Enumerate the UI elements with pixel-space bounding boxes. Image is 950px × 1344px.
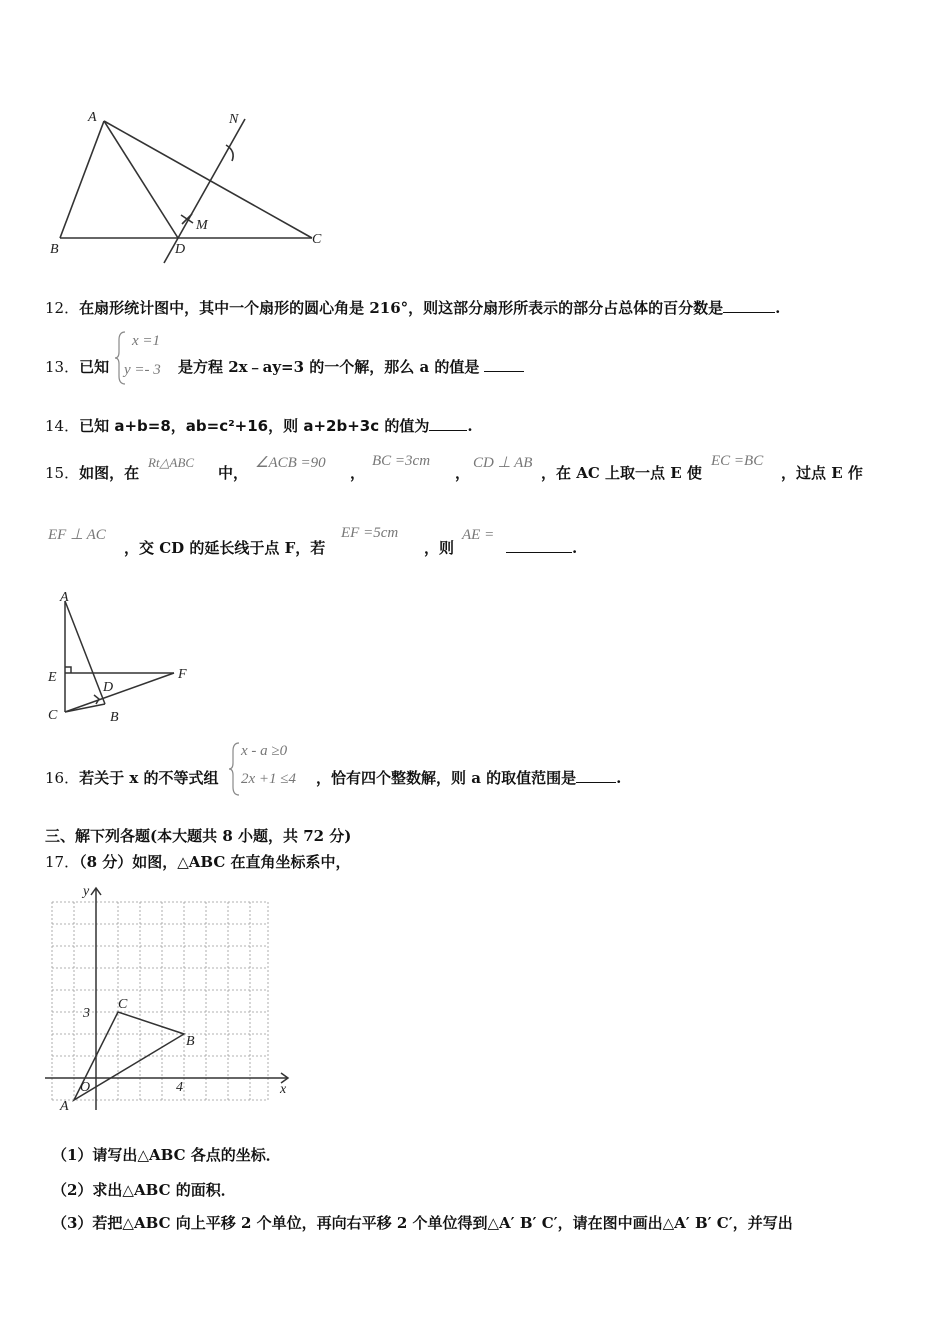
q16-text-1: 若关于 x 的不等式组 — [79, 769, 219, 787]
figure-triangle-perpendicular-bisector — [40, 105, 340, 270]
q17-text: （8 分）如图，△ABC 在直角坐标系中， — [79, 853, 351, 871]
fig17-x-label: x — [280, 1082, 287, 1097]
q15-period: . — [572, 539, 578, 557]
q16-start — [45, 768, 218, 788]
q15-number: 15． — [45, 464, 80, 482]
figure-coordinate-grid — [40, 880, 300, 1115]
fig11-label-m: M — [196, 218, 208, 233]
q15-math-ec-bc: EC =BC — [711, 453, 764, 469]
section-3-title: 三、解下列各题(本大题共 8 小题，共 72 分) — [45, 827, 352, 845]
q14-pre: 已知 — [79, 417, 115, 435]
q15-text-1: 如图，在 — [79, 464, 140, 482]
q15-text-5: ，在 AC 上取一点 E 使 — [541, 464, 702, 482]
q15-math-cd-perp-ab: CD ⊥ AB — [473, 455, 533, 471]
q16-answer-blank[interactable] — [576, 768, 616, 783]
fig15-label-f: F — [178, 667, 187, 682]
q16-text-2: ，恰有四个整数解，则 a 的取值范围是 — [316, 769, 577, 787]
q12-number: 12． — [45, 299, 80, 317]
q15-math-bc: BC =3cm — [372, 453, 431, 469]
fig15-label-a: A — [60, 590, 69, 605]
q15-text-7: ，交 CD 的延长线于点 F，若 — [124, 539, 326, 557]
q17-part-3: （3）若把△ABC 向上平移 2 个单位，再向右平移 2 个单位得到△A′ B′ C′，请在图中画出△A′ B′ C′，并写出 — [52, 1214, 793, 1232]
q15-math-ae: AE = — [462, 527, 495, 543]
q16-inequality-1: x - a ≥0 — [241, 743, 288, 759]
q14-answer-blank[interactable] — [429, 416, 467, 431]
q14-post: 的值为 — [379, 417, 430, 435]
question-16 — [316, 768, 621, 788]
q15-math-rt-abc: Rt△ABC — [148, 455, 195, 470]
q12-period: . — [775, 299, 781, 317]
q15-text-2: 中， — [218, 464, 249, 482]
fig15-label-d: D — [103, 680, 114, 695]
fig17-origin-label: O — [80, 1080, 91, 1095]
fig11-label-n: N — [229, 112, 239, 127]
q13-number: 13． — [45, 358, 80, 376]
q14-mid: ，则 — [268, 417, 304, 435]
q16-period: . — [616, 769, 622, 787]
q15-math-ef-perp-ac: EF ⊥ AC — [48, 527, 106, 543]
q15-text-3: ， — [350, 464, 366, 482]
q13-equation-1: x =1 — [132, 333, 161, 349]
q14-period: . — [467, 417, 473, 435]
fig17-tick-y: 3 — [83, 1006, 90, 1021]
q15-answer — [506, 538, 577, 558]
fig15-label-b: B — [110, 710, 119, 725]
q15-math-ef-5cm: EF =5cm — [341, 525, 399, 541]
q17-number: 17． — [45, 853, 80, 871]
q17-part-1: （1）请写出△ABC 各点的坐标． — [52, 1146, 281, 1164]
q16-inequality-2: 2x +1 ≤4 — [241, 771, 297, 787]
q13-text: 是方程 2x﹣ay=3 的一个解，那么 a 的值是 — [178, 358, 480, 376]
question-17 — [45, 852, 351, 872]
fig11-label-a: A — [88, 110, 97, 125]
q15-text-6: ，过点 E 作 — [781, 464, 863, 482]
q13-pre: 已知 — [79, 358, 110, 376]
fig17-point-c: C — [118, 997, 128, 1012]
q13-number-label — [45, 357, 109, 377]
q16-brace — [228, 741, 242, 797]
q13-answer-blank[interactable] — [484, 357, 524, 372]
fig11-label-d: D — [175, 242, 186, 257]
q15-math-angle: ∠ACB =90 — [255, 455, 326, 471]
question-14 — [45, 416, 473, 436]
q14-expression: a+b=8，ab=c²+16 — [114, 417, 269, 435]
q17-part-2: （2）求出△ABC 的面积． — [52, 1181, 236, 1199]
q14-number: 14． — [45, 417, 80, 435]
q13-equation-2: y =- 3 — [124, 362, 161, 378]
fig15-label-e: E — [48, 670, 57, 685]
fig17-y-label: y — [83, 884, 90, 899]
fig17-point-a: A — [60, 1099, 69, 1114]
q12-answer-blank[interactable] — [723, 298, 775, 313]
q15-text-4: ， — [455, 464, 471, 482]
q15-line1-start — [45, 463, 139, 483]
figure-right-triangle — [40, 585, 205, 730]
fig17-tick-x: 4 — [176, 1080, 183, 1095]
q15-answer-blank[interactable] — [506, 538, 572, 553]
q14-expression-2: a+2b+3c — [303, 417, 380, 435]
fig11-label-c: C — [312, 232, 322, 247]
q16-number: 16． — [45, 769, 80, 787]
question-12 — [45, 298, 780, 318]
fig17-point-b: B — [186, 1034, 195, 1049]
q12-text: 在扇形统计图中，其中一个扇形的圆心角是 216°，则这部分扇形所表示的部分占总体的百分数是 — [79, 299, 724, 317]
q15-text-8: ，则 — [424, 539, 455, 557]
fig15-label-c: C — [48, 708, 58, 723]
fig11-label-b: B — [50, 242, 59, 257]
question-13 — [178, 357, 524, 377]
